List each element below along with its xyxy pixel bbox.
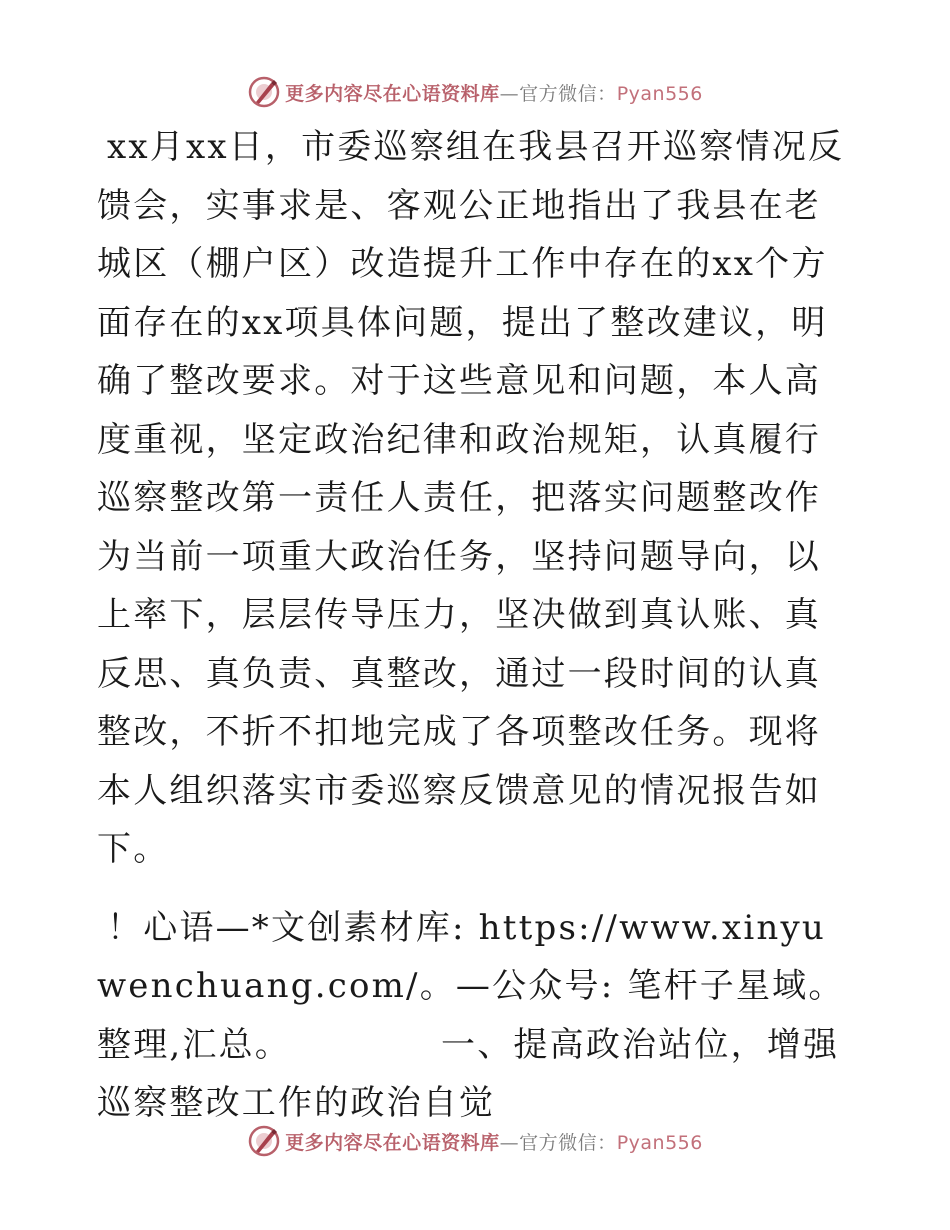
document-body [97,118,857,1133]
footer-watermark-banner [0,1121,950,1161]
footer-banner-account: Pyan556 [616,1131,703,1154]
pen-circle-logo-icon [247,1124,281,1158]
header-banner-main-text: 更多内容尽在心语资料库 [285,82,500,105]
footer-banner-main-text: 更多内容尽在心语资料库 [285,1131,500,1154]
pen-circle-logo-icon [247,75,281,109]
footer-banner-dash: — [499,1131,520,1154]
body-paragraph-1: xx月xx日，市委巡察组在我县召开巡察情况反馈会，实事求是、客观公正地指出了我县在老城区（棚户区）改造提升工作中存在的xx个方面存在的xx项具体问题，提出了整改建议，明确了整改要求。对于这些意见和问题，本人高度重视，坚定政治纪律和政治规矩，认真履行巡察整改第一责任人责任，把落实问题整改作为当前一项重大政治任务，坚持问题导向，以上率下，层层传导压力，坚决做到真认账、真反思、真负责、真整改，通过一段时间的认真整改，不折不扣地完成了各项整改任务。现将本人组织落实市委巡察反馈意见的情况报告如下。 [97,127,845,869]
body-paragraph-2 [97,899,857,1133]
section-heading-1: 一、提高政治站位，增强巡察整改工作的政治自觉 [97,1024,840,1123]
header-banner-dash: — [499,82,520,105]
footer-banner-text [285,1128,703,1155]
header-banner-wechat-label: 官方微信： [519,82,617,105]
source-attribution-text: ！心语—*文创素材库: https://www.xinyuwenchuang.com/。—公众号: 笔杆子星域。整理,汇总。 [97,907,845,1065]
header-banner-text [285,79,703,106]
header-banner-account: Pyan556 [616,82,703,105]
footer-banner-wechat-label: 官方微信： [519,1131,617,1154]
header-watermark-banner [0,72,950,112]
